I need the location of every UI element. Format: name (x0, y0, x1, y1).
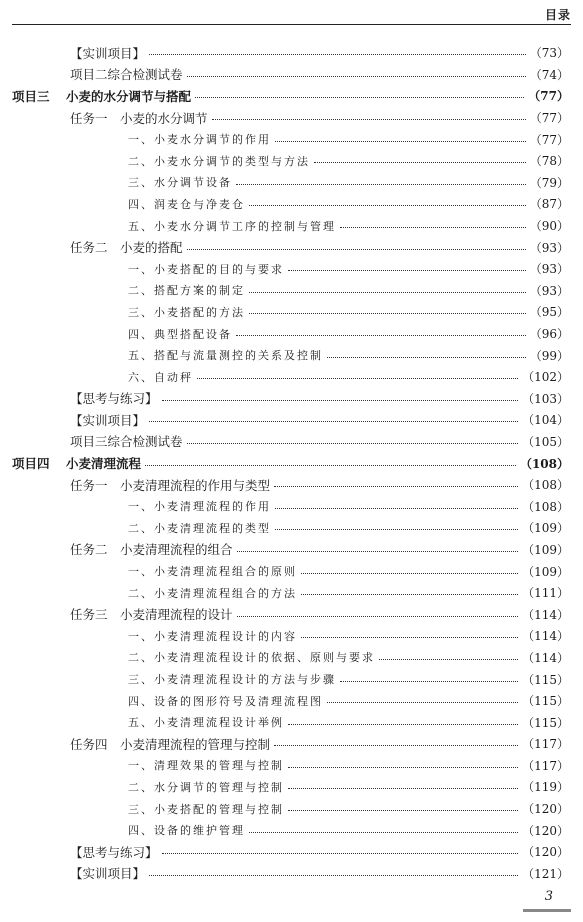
dot-leader (288, 724, 518, 725)
toc-entry-title: 二、搭配方案的制定 (128, 284, 245, 298)
dot-leader (149, 54, 526, 55)
toc-page-number: （120） (522, 845, 569, 860)
toc-section-row[interactable] (0, 172, 583, 194)
toc-page-number: （108） (519, 456, 569, 471)
toc-entry-title: 任务一 小麦的水分调节 (70, 110, 208, 126)
footer-rule (523, 909, 571, 912)
toc-task-row[interactable] (0, 409, 583, 431)
toc-section-row[interactable] (0, 582, 583, 604)
toc-entry-title: 一、清理效果的管理与控制 (128, 759, 284, 773)
toc-page-number: （108） (522, 478, 569, 493)
toc-page-number: （96） (529, 327, 569, 342)
toc-page-number: （104） (522, 413, 569, 428)
toc-page-number: （111） (522, 586, 569, 601)
toc-project-row[interactable] (0, 452, 583, 474)
dot-leader (340, 681, 518, 682)
toc-page-number: （115） (522, 694, 569, 709)
dot-leader (249, 292, 526, 293)
dot-leader (187, 443, 519, 444)
dot-leader (379, 659, 518, 660)
toc-task-row[interactable] (0, 733, 583, 755)
toc-entry-title: 项目二综合检测试卷 (70, 67, 183, 83)
toc-entry-title: 一、小麦清理流程设计的内容 (128, 629, 297, 643)
toc-section-row[interactable] (0, 647, 583, 669)
toc-entry-title: 五、搭配与流量测控的关系及控制 (128, 349, 323, 363)
toc-entry-title: 二、小麦清理流程组合的方法 (128, 586, 297, 600)
toc-page-number: （117） (522, 737, 569, 752)
toc-task-row[interactable] (0, 107, 583, 129)
toc-page-number: （87） (529, 197, 569, 212)
toc-entry-title: 小麦的水分调节与搭配 (66, 88, 192, 104)
toc-entry-title: 【实训项目】 (70, 45, 146, 61)
toc-entry-title: 任务二 小麦的搭配 (70, 240, 183, 256)
dot-leader (301, 637, 518, 638)
toc-page-number: （120） (522, 823, 569, 838)
toc-page-number: （77） (529, 132, 569, 147)
toc-entry-title: 一、小麦搭配的目的与要求 (128, 262, 284, 276)
dot-leader (237, 616, 519, 617)
toc-entry-title: 任务二 小麦清理流程的组合 (70, 542, 233, 558)
toc-page-number: （99） (529, 348, 569, 363)
toc-entry-title: 一、小麦清理流程组合的原则 (128, 565, 297, 579)
dot-leader (288, 788, 518, 789)
toc-entry-title: 五、小麦水分调节工序的控制与管理 (128, 219, 336, 233)
toc-page-number: （93） (529, 283, 569, 298)
dot-leader (301, 594, 518, 595)
toc-section-row[interactable] (0, 668, 583, 690)
dot-leader (149, 421, 518, 422)
toc-entry-title: 二、小麦水分调节的类型与方法 (128, 154, 310, 168)
toc-section-row[interactable] (0, 323, 583, 345)
toc-section-row[interactable] (0, 625, 583, 647)
toc-section-row[interactable] (0, 560, 583, 582)
dot-leader (249, 205, 526, 206)
toc-task-row[interactable] (0, 42, 583, 64)
toc-task-row[interactable] (0, 64, 583, 86)
toc-section-row[interactable] (0, 495, 583, 517)
header-rule (12, 24, 571, 25)
dot-leader (236, 335, 526, 336)
dot-leader (197, 378, 518, 379)
toc-section-row[interactable] (0, 344, 583, 366)
toc-entry-title: 三、小麦清理流程设计的方法与步骤 (128, 673, 336, 687)
toc-entry-title: 三、小麦搭配的管理与控制 (128, 802, 284, 816)
toc-entry-title: 一、小麦清理流程的作用 (128, 500, 271, 514)
dot-leader (187, 76, 526, 77)
toc-section-row[interactable] (0, 517, 583, 539)
dot-leader (301, 573, 518, 574)
toc-page-number: （120） (522, 802, 569, 817)
toc-task-row[interactable] (0, 431, 583, 453)
toc-page-number: （109） (522, 564, 569, 579)
toc-section-row[interactable] (0, 150, 583, 172)
toc-page-number: （108） (522, 499, 569, 514)
toc-task-row[interactable] (0, 841, 583, 863)
toc-task-row[interactable] (0, 474, 583, 496)
dot-leader (340, 227, 526, 228)
toc-task-row[interactable] (0, 603, 583, 625)
toc-project-number: 项目四 (12, 456, 50, 472)
dot-leader (288, 270, 526, 271)
toc-entry-title: 四、设备的图形符号及清理流程图 (128, 694, 323, 708)
dot-leader (236, 184, 526, 185)
toc-section-row[interactable] (0, 258, 583, 280)
dot-leader (275, 141, 526, 142)
toc-page-number: （79） (529, 175, 569, 190)
toc-page-number: （114） (522, 607, 569, 622)
toc-entry-title: 二、小麦清理流程设计的依据、原则与要求 (128, 651, 375, 665)
toc-section-row[interactable] (0, 128, 583, 150)
toc-page-number: （115） (522, 672, 569, 687)
toc-page-number: （73） (529, 46, 569, 61)
toc-task-row[interactable] (0, 539, 583, 561)
toc-task-row[interactable] (0, 236, 583, 258)
toc-page-number: （77） (529, 111, 569, 126)
toc-page-number: （117） (522, 758, 569, 773)
dot-leader (327, 357, 526, 358)
dot-leader (274, 745, 518, 746)
toc-entry-title: 项目三综合检测试卷 (70, 434, 183, 450)
dot-leader (275, 529, 518, 530)
toc-entry-title: 任务三 小麦清理流程的设计 (70, 607, 233, 623)
toc-page-number: （105） (522, 434, 569, 449)
toc-page-number: （109） (522, 521, 569, 536)
dot-leader (237, 551, 519, 552)
dot-leader (195, 97, 524, 98)
toc-entry-title: 一、小麦水分调节的作用 (128, 133, 271, 147)
dot-leader (274, 486, 518, 487)
page-header-title: 目录 (544, 8, 571, 22)
toc-task-row[interactable] (0, 388, 583, 410)
dot-leader (327, 702, 518, 703)
toc-section-row[interactable] (0, 755, 583, 777)
toc-page-number: （109） (522, 542, 569, 557)
toc-entry-title: 任务四 小麦清理流程的管理与控制 (70, 736, 271, 752)
toc-section-row[interactable] (0, 215, 583, 237)
toc-entry-title: 【思考与练习】 (70, 844, 158, 860)
dot-leader (249, 313, 526, 314)
toc-page-number: （121） (522, 866, 569, 881)
toc-section-row[interactable] (0, 711, 583, 733)
toc-section-row[interactable] (0, 776, 583, 798)
toc-section-row[interactable] (0, 193, 583, 215)
toc-page-number: （90） (529, 219, 569, 234)
dot-leader (187, 249, 526, 250)
toc-page-number: （93） (529, 262, 569, 277)
toc-page-number: （114） (522, 650, 569, 665)
toc-entry-title: 五、小麦清理流程设计举例 (128, 716, 284, 730)
toc-entry-title: 二、水分调节的管理与控制 (128, 780, 284, 794)
toc-page-number: （74） (529, 67, 569, 82)
toc-entry-title: 四、典型搭配设备 (128, 327, 232, 341)
dot-leader (275, 508, 518, 509)
toc-page-number: （93） (529, 240, 569, 255)
toc-entry-title: 二、小麦清理流程的类型 (128, 521, 271, 535)
toc-section-row[interactable] (0, 819, 583, 841)
toc-section-row[interactable] (0, 690, 583, 712)
toc-entry-title: 四、设备的维护管理 (128, 824, 245, 838)
toc-section-row[interactable] (0, 366, 583, 388)
dot-leader (145, 465, 516, 466)
toc-entry-title: 任务一 小麦清理流程的作用与类型 (70, 477, 271, 493)
toc-entry-title: 四、润麦仓与净麦仓 (128, 197, 245, 211)
toc-page-number: （78） (529, 154, 569, 169)
toc-entry-title: 【实训项目】 (70, 412, 146, 428)
toc-entry-title: 小麦清理流程 (66, 456, 142, 472)
toc-page-number: （103） (522, 391, 569, 406)
dot-leader (288, 810, 518, 811)
toc-entry-title: 三、小麦搭配的方法 (128, 305, 245, 319)
toc-page-number: （114） (522, 629, 569, 644)
toc-section-row[interactable] (0, 280, 583, 302)
toc-page-number: （102） (522, 370, 569, 385)
toc-section-row[interactable] (0, 798, 583, 820)
toc-entry-title: 三、水分调节设备 (128, 176, 232, 190)
dot-leader (149, 875, 518, 876)
dot-leader (314, 162, 526, 163)
toc-section-row[interactable] (0, 301, 583, 323)
toc-project-number: 项目三 (12, 88, 50, 104)
dot-leader (288, 767, 518, 768)
toc-page-number: （119） (522, 780, 569, 795)
toc-entry-title: 六、自动秤 (128, 370, 193, 384)
table-of-contents (0, 42, 583, 884)
dot-leader (212, 119, 526, 120)
dot-leader (249, 832, 518, 833)
toc-project-row[interactable] (0, 85, 583, 107)
toc-page-number: （77） (528, 89, 569, 104)
toc-task-row[interactable] (0, 863, 583, 885)
footer-page-number: 3 (544, 889, 553, 904)
dot-leader (162, 853, 519, 854)
toc-entry-title: 【思考与练习】 (70, 391, 158, 407)
dot-leader (162, 400, 519, 401)
toc-entry-title: 【实训项目】 (70, 866, 146, 882)
toc-page-number: （115） (522, 715, 569, 730)
toc-page-number: （95） (529, 305, 569, 320)
